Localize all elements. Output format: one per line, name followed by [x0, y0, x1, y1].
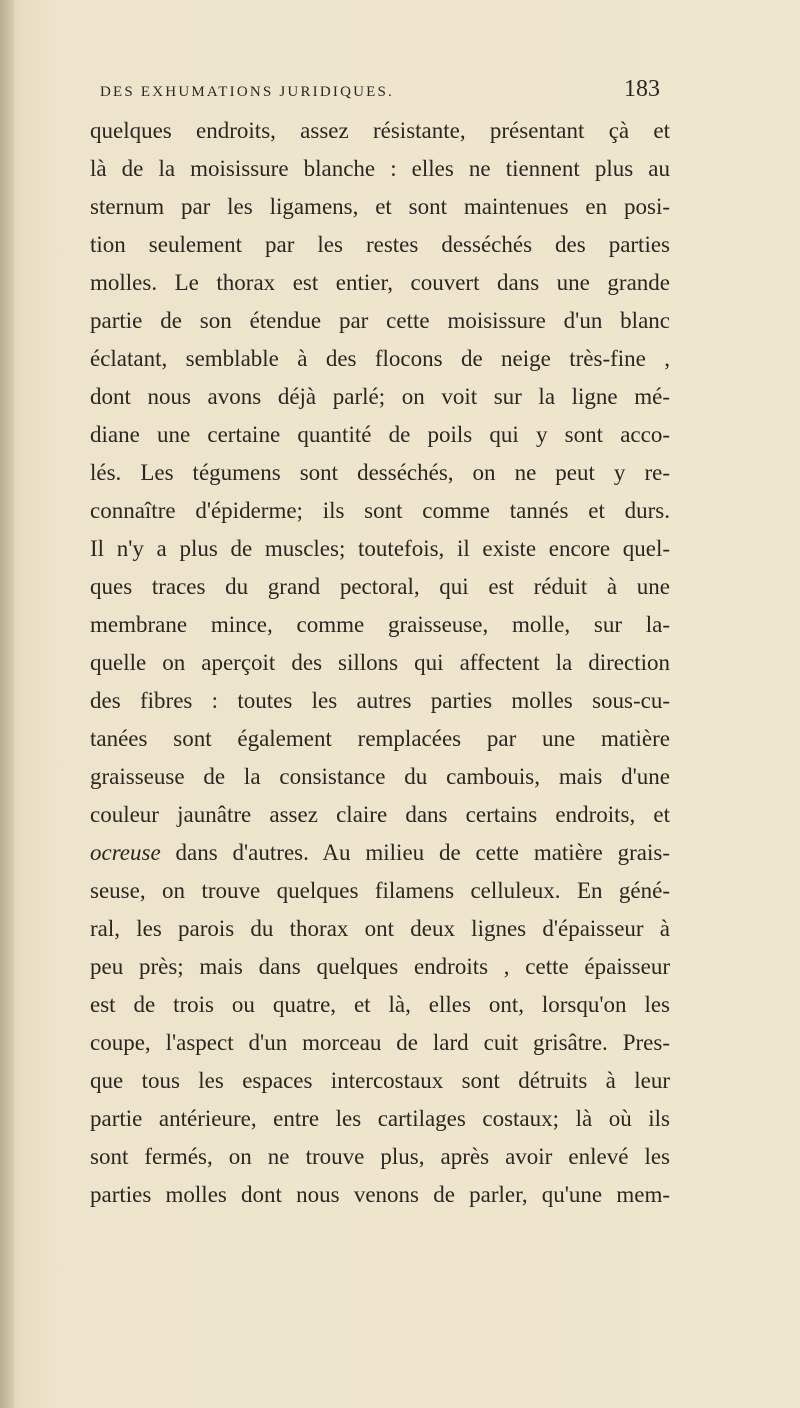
text-line: éclatant, semblable à des flocons de neige très-fine , [90, 346, 670, 371]
text-line-rest: dans d'autres. Au milieu de cette matière grais- [160, 840, 670, 865]
text-line: peu près; mais dans quelques endroits , cette épaisseur [90, 954, 670, 979]
page-header [100, 76, 660, 106]
text-line: ral, les parois du thorax ont deux lignes d'épaisseur à [90, 916, 670, 941]
italic-word: ocreuse [90, 840, 161, 865]
body-text [90, 112, 670, 1214]
text-line: sternum par les ligamens, et sont maintenues en posi- [90, 194, 670, 219]
running-title: DES EXHUMATIONS JURIDIQUES. [100, 84, 394, 100]
text-line: Il n'y a plus de muscles; toutefois, il existe encore quel- [90, 536, 670, 561]
text-line: que tous les espaces intercostaux sont détruits à leur [90, 1068, 670, 1093]
text-line: membrane mince, comme graisseuse, molle, sur la- [90, 612, 670, 637]
text-line-italic [90, 834, 670, 872]
text-line: lés. Les tégumens sont desséchés, on ne peut y re- [90, 460, 670, 485]
text-line: tanées sont également remplacées par une matière [90, 726, 670, 751]
text-line: partie antérieure, entre les cartilages costaux; là où ils [90, 1106, 670, 1131]
text-line: est de trois ou quatre, et là, elles ont, lorsqu'on les [90, 992, 670, 1017]
text-line: sont fermés, on ne trouve plus, après avoir enlevé les [90, 1144, 670, 1169]
page-binding-edge [0, 0, 14, 1408]
text-line: là de la moisissure blanche : elles ne tiennent plus au [90, 156, 670, 181]
text-line: dont nous avons déjà parlé; on voit sur la ligne mé- [90, 384, 670, 409]
text-line: ques traces du grand pectoral, qui est réduit à une [90, 574, 670, 599]
text-line: quelle on aperçoit des sillons qui affectent la direction [90, 650, 670, 675]
page-number: 183 [624, 76, 660, 102]
text-line: tion seulement par les restes desséchés des parties [90, 232, 670, 257]
text-line: partie de son étendue par cette moisissure d'un blanc [90, 308, 670, 333]
text-line: seuse, on trouve quelques filamens celluleux. En géné- [90, 878, 670, 903]
text-line: couleur jaunâtre assez claire dans certains endroits, et [90, 802, 670, 827]
text-line: des fibres : toutes les autres parties molles sous-cu- [90, 688, 670, 713]
text-line: parties molles dont nous venons de parler, qu'une mem- [90, 1182, 670, 1207]
text-line: coupe, l'aspect d'un morceau de lard cuit grisâtre. Pres- [90, 1030, 670, 1055]
text-line: molles. Le thorax est entier, couvert dans une grande [90, 270, 670, 295]
text-line: connaître d'épiderme; ils sont comme tannés et durs. [90, 498, 670, 523]
text-line: diane une certaine quantité de poils qui y sont acco- [90, 422, 670, 447]
text-line: quelques endroits, assez résistante, présentant çà et [90, 118, 670, 143]
text-line: graisseuse de la consistance du cambouis, mais d'une [90, 764, 670, 789]
